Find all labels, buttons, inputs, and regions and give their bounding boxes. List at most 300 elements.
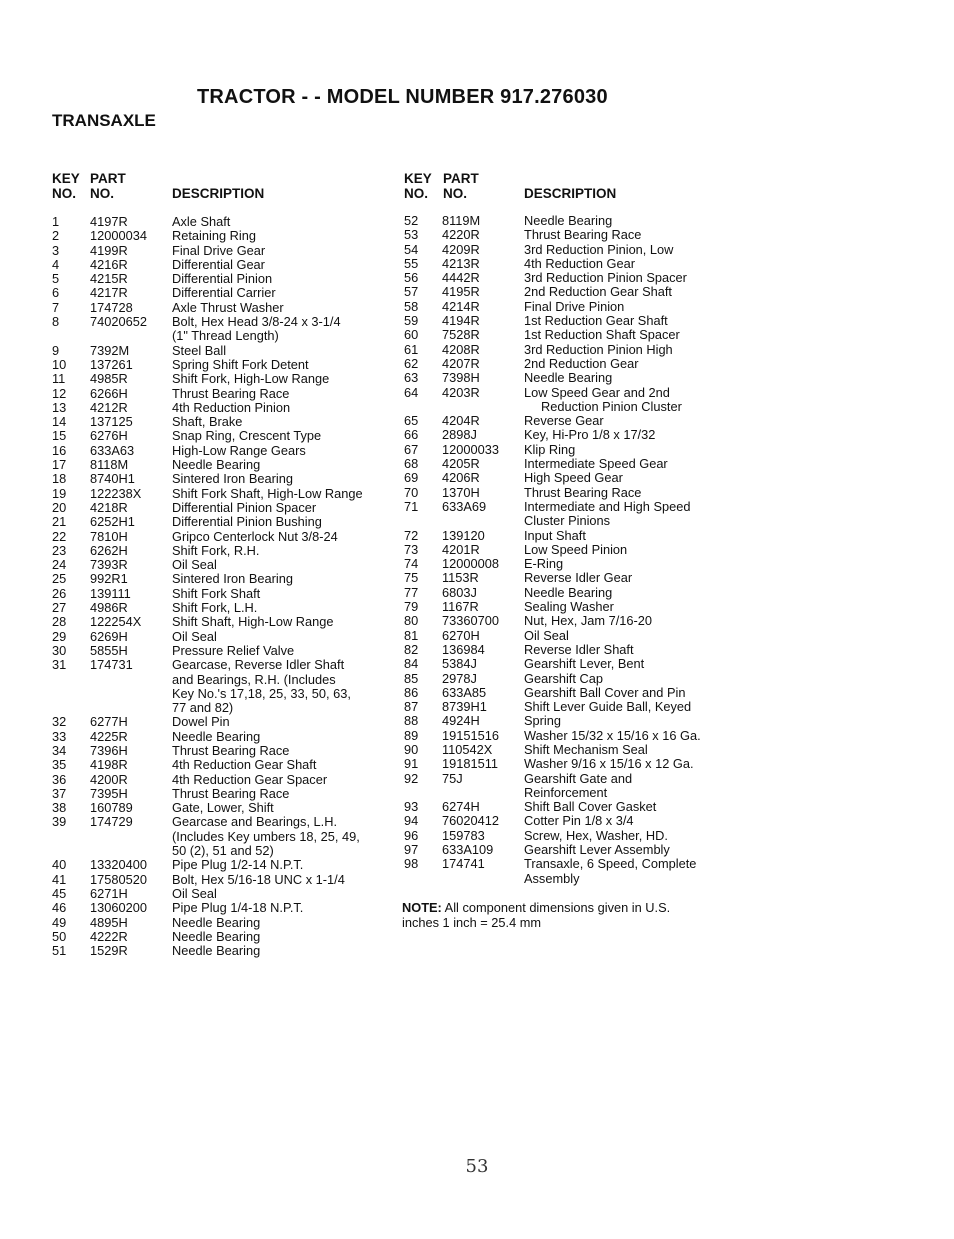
description: Pipe Plug 1/2-14 N.P.T. — [172, 857, 304, 873]
description: Intermediate Speed Gear — [524, 456, 668, 472]
part-number: 7396H — [90, 742, 128, 758]
part-number: 4201R — [442, 541, 480, 557]
description: Washer 9/16 x 15/16 x 12 Ga. — [524, 756, 694, 772]
parts-list-right — [404, 214, 734, 886]
part-number: 1529R — [90, 943, 128, 959]
part-number: 4225R — [90, 728, 128, 744]
description: Nut, Hex, Jam 7/16-20 — [524, 613, 653, 629]
key-number: 38 — [52, 800, 67, 816]
part-number: 7395H — [90, 785, 128, 801]
part-number: 4442R — [442, 270, 480, 286]
description: 2nd Reduction Gear Shaft — [524, 284, 672, 300]
description: Differential Pinion Spacer — [172, 499, 317, 515]
part-number: 7398H — [442, 370, 480, 386]
part-number: 12000008 — [442, 556, 499, 572]
key-number: 32 — [52, 714, 67, 730]
table-row — [52, 630, 392, 644]
part-number: 12000034 — [90, 228, 147, 244]
key-number: 71 — [404, 498, 419, 514]
table-row — [404, 729, 734, 743]
key-number: 51 — [52, 943, 67, 959]
table-row — [404, 700, 734, 714]
table-row — [52, 787, 392, 801]
key-number: 88 — [404, 713, 419, 729]
key-number: 55 — [404, 255, 419, 271]
description: Gearshift Ball Cover and Pin — [524, 684, 686, 700]
table-row — [52, 815, 392, 829]
part-number: 6803J — [442, 584, 477, 600]
key-number: 25 — [52, 571, 67, 587]
description: Pressure Relief Valve — [172, 642, 295, 658]
description: Shift Ball Cover Gasket — [524, 799, 657, 815]
table-row — [52, 944, 392, 958]
key-number: 67 — [404, 441, 419, 457]
part-number: 5384J — [442, 656, 477, 672]
description: Oil Seal — [172, 557, 217, 573]
key-number: 53 — [404, 227, 419, 243]
table-row — [52, 901, 392, 915]
key-number: 20 — [52, 499, 67, 515]
table-row — [404, 300, 734, 314]
part-number: 4218R — [90, 499, 128, 515]
key-number: 35 — [52, 757, 67, 773]
table-row — [52, 301, 392, 315]
part-number: 4207R — [442, 355, 480, 371]
table-row — [404, 829, 734, 843]
section-title: TRANSAXLE — [52, 111, 156, 130]
description: Washer 15/32 x 15/16 x 16 Ga. — [524, 727, 701, 743]
table-row — [404, 443, 734, 457]
key-number: 80 — [404, 613, 419, 629]
table-row — [52, 544, 392, 558]
description: Shift Fork Shaft — [172, 585, 261, 601]
description: Bolt, Hex Head 3/8-24 x 3-1/4 — [172, 314, 341, 330]
description: Cluster Pinions — [524, 513, 611, 529]
description: Intermediate and High Speed — [524, 498, 691, 514]
note — [402, 901, 722, 930]
key-number: 30 — [52, 642, 67, 658]
part-number: 4214R — [442, 298, 480, 314]
key-number: 73 — [404, 541, 419, 557]
table-row — [404, 800, 734, 814]
description: Shaft, Brake — [172, 414, 243, 430]
table-row — [52, 258, 392, 272]
description: Differential Pinion — [172, 271, 273, 287]
table-row — [404, 614, 734, 628]
description: Klip Ring — [524, 441, 576, 457]
parts-list-left — [52, 215, 392, 958]
key-number: 12 — [52, 385, 67, 401]
part-number: 6277H — [90, 714, 128, 730]
description: Final Drive Gear — [172, 242, 266, 258]
key-number: 89 — [404, 727, 419, 743]
key-number: 19 — [52, 485, 67, 501]
key-number: 74 — [404, 556, 419, 572]
description: Reduction Pinion Cluster — [541, 398, 682, 414]
key-number: 81 — [404, 627, 419, 643]
description: 3rd Reduction Pinion High — [524, 341, 673, 357]
key-number: 49 — [52, 914, 67, 930]
description: (1" Thread Length) — [172, 328, 279, 344]
description: Low Speed Pinion — [524, 541, 628, 557]
description: Needle Bearing — [524, 213, 613, 228]
part-number: 4209R — [442, 241, 480, 257]
description: Needle Bearing — [172, 914, 261, 930]
key-number: 61 — [404, 341, 419, 357]
key-number: 37 — [52, 785, 67, 801]
part-number: 4215R — [90, 271, 128, 287]
table-row — [52, 601, 392, 615]
key-number: 16 — [52, 442, 67, 458]
part-number: 159783 — [442, 827, 485, 843]
part-number: 6252H1 — [90, 514, 135, 530]
description: 4th Reduction Gear Spacer — [172, 771, 328, 787]
table-row — [52, 773, 392, 787]
description: Shift Fork, R.H. — [172, 542, 260, 558]
table-row — [52, 715, 392, 729]
table-row — [52, 358, 392, 372]
description: Thrust Bearing Race — [524, 484, 642, 500]
part-number: 4208R — [442, 341, 480, 357]
table-row — [404, 400, 734, 414]
part-number: 160789 — [90, 800, 133, 816]
key-number: 77 — [404, 584, 419, 600]
table-row — [404, 786, 734, 800]
description: Shift Fork, L.H. — [172, 600, 258, 616]
table-row — [52, 472, 392, 486]
part-number: 7528R — [442, 327, 480, 343]
part-number: 633A63 — [90, 442, 135, 458]
key-number: 82 — [404, 641, 419, 657]
part-number: 4206R — [442, 470, 480, 486]
part-number: 4924H — [442, 713, 480, 729]
table-row — [404, 314, 734, 328]
table-row — [404, 743, 734, 757]
table-row — [404, 500, 734, 514]
table-row — [404, 686, 734, 700]
part-number: 633A85 — [442, 684, 487, 700]
table-row — [404, 285, 734, 299]
part-number: 4985R — [90, 371, 128, 387]
table-row — [52, 572, 392, 586]
part-number: 6271H — [90, 885, 128, 901]
key-number: 28 — [52, 614, 67, 630]
key-number: 8 — [52, 314, 60, 330]
key-number: 15 — [52, 428, 67, 444]
page-number: 53 — [465, 1156, 489, 1177]
part-number: 7392M — [90, 342, 130, 358]
description: Key No.'s 17,18, 25, 33, 50, 63, — [172, 685, 351, 701]
table-row — [404, 271, 734, 285]
description: Thrust Bearing Race — [172, 742, 290, 758]
part-number: 174728 — [90, 299, 133, 315]
description: Needle Bearing — [524, 584, 613, 600]
table-row — [52, 644, 392, 658]
table-row — [52, 701, 392, 715]
description: Sintered Iron Bearing — [172, 471, 293, 487]
key-number: 94 — [404, 813, 419, 829]
key-number: 86 — [404, 684, 419, 700]
table-row — [404, 414, 734, 428]
description: Reinforcement — [524, 784, 608, 800]
description: Differential Gear — [172, 256, 265, 272]
table-row — [404, 571, 734, 585]
key-number: 59 — [404, 313, 419, 329]
table-row — [404, 386, 734, 400]
table-row — [52, 444, 392, 458]
table-row — [404, 343, 734, 357]
key-number: 9 — [52, 342, 60, 358]
description: Pipe Plug 1/4-18 N.P.T. — [172, 900, 304, 916]
key-number: 11 — [52, 371, 66, 387]
part-number: 7393R — [90, 557, 128, 573]
part-number: 139111 — [90, 585, 131, 601]
description: Cotter Pin 1/8 x 3/4 — [524, 813, 634, 829]
key-number: 87 — [404, 699, 419, 715]
table-row — [52, 244, 392, 258]
table-row — [52, 687, 392, 701]
description: Gearshift Lever Assembly — [524, 842, 670, 858]
description: Differential Carrier — [172, 285, 276, 301]
table-row — [52, 858, 392, 872]
table-row — [52, 587, 392, 601]
key-number: 70 — [404, 484, 419, 500]
key-number: 46 — [52, 900, 67, 916]
key-number: 56 — [404, 270, 419, 286]
key-number: 10 — [52, 356, 67, 372]
description: Axle Shaft — [172, 214, 231, 229]
table-row — [52, 344, 392, 358]
description: Shift Lever Guide Ball, Keyed — [524, 699, 692, 715]
table-row — [52, 387, 392, 401]
table-row — [404, 214, 734, 228]
part-number: 4216R — [90, 256, 128, 272]
part-number: 4986R — [90, 600, 128, 616]
description: Axle Thrust Washer — [172, 299, 284, 315]
key-number: 22 — [52, 528, 67, 544]
description: and Bearings, R.H. (Includes — [172, 671, 336, 687]
key-number: 6 — [52, 285, 60, 301]
table-row — [52, 272, 392, 286]
table-row — [52, 401, 392, 415]
table-row — [404, 471, 734, 485]
part-number: 7810H — [90, 528, 128, 544]
description: Thrust Bearing Race — [524, 227, 642, 243]
key-number: 98 — [404, 856, 419, 872]
description: Final Drive Pinion — [524, 298, 625, 314]
table-row — [52, 501, 392, 515]
key-number: 57 — [404, 284, 419, 300]
description: High-Low Range Gears — [172, 442, 306, 458]
table-row — [404, 557, 734, 571]
key-number: 17 — [52, 457, 67, 473]
table-row — [404, 872, 734, 886]
key-number: 50 — [52, 928, 67, 944]
key-number: 52 — [404, 213, 419, 228]
note-label: NOTE: — [402, 900, 442, 915]
table-row — [52, 315, 392, 329]
description: Sealing Washer — [524, 599, 614, 615]
part-number: 992R1 — [90, 571, 128, 587]
key-number: 97 — [404, 842, 419, 858]
key-number: 5 — [52, 271, 60, 287]
part-number: 4194R — [442, 313, 480, 329]
key-number: 31 — [52, 657, 67, 673]
key-number: 41 — [52, 871, 67, 887]
part-number: 174729 — [90, 814, 133, 830]
note-line1: All component dimensions given in U.S. — [444, 900, 671, 915]
description: Gripco Centerlock Nut 3/8-24 — [172, 528, 338, 544]
part-number: 4212R — [90, 399, 128, 415]
key-number: 4 — [52, 256, 60, 272]
part-number: 76020412 — [442, 813, 499, 829]
table-row — [52, 844, 392, 858]
key-number: 34 — [52, 742, 67, 758]
table-row — [52, 515, 392, 529]
table-row — [52, 930, 392, 944]
table-row — [52, 229, 392, 243]
description: Oil Seal — [172, 885, 217, 901]
description: Gearcase, Reverse Idler Shaft — [172, 657, 345, 673]
key-number: 40 — [52, 857, 67, 873]
part-number: 6276H — [90, 428, 128, 444]
part-number: 4203R — [442, 384, 480, 400]
table-row — [52, 429, 392, 443]
description: Oil Seal — [524, 627, 569, 643]
table-row — [52, 286, 392, 300]
key-number: 27 — [52, 600, 67, 616]
description: Dowel Pin — [172, 714, 230, 730]
table-row — [404, 657, 734, 671]
key-number: 69 — [404, 470, 419, 486]
key-number: 39 — [52, 814, 67, 830]
key-number: 3 — [52, 242, 60, 258]
key-number: 58 — [404, 298, 419, 314]
description: Input Shaft — [524, 527, 586, 543]
part-number: 12000033 — [442, 441, 499, 457]
key-number: 64 — [404, 384, 419, 400]
part-number: 633A69 — [442, 498, 487, 514]
description: High Speed Gear — [524, 470, 623, 486]
part-number: 137125 — [90, 414, 133, 430]
key-number: 14 — [52, 414, 67, 430]
description: Needle Bearing — [172, 728, 261, 744]
description: Thrust Bearing Race — [172, 785, 290, 801]
key-number: 18 — [52, 471, 67, 487]
table-row — [52, 487, 392, 501]
part-number: 19151516 — [442, 727, 499, 743]
description: (Includes Key umbers 18, 25, 49, — [172, 828, 360, 844]
description: Needle Bearing — [172, 943, 261, 959]
part-number: 8119M — [442, 213, 481, 228]
description: Reverse Gear — [524, 413, 604, 429]
note-line2: inches 1 inch = 25.4 mm — [402, 914, 542, 930]
part-number: 4199R — [90, 242, 128, 258]
part-number: 137261 — [90, 356, 133, 372]
table-row — [404, 586, 734, 600]
description: Gearcase and Bearings, L.H. — [172, 814, 338, 830]
part-number: 1167R — [442, 599, 479, 615]
description: Gearshift Lever, Bent — [524, 656, 645, 672]
description: Snap Ring, Crescent Type — [172, 428, 322, 444]
description-header-right: DESCRIPTION — [524, 186, 617, 201]
table-row — [404, 857, 734, 871]
table-row — [404, 514, 734, 528]
description: Oil Seal — [172, 628, 217, 644]
part-number: 633A109 — [442, 842, 494, 858]
table-row — [404, 843, 734, 857]
table-row — [52, 530, 392, 544]
part-number: 19181511 — [442, 756, 498, 772]
description: 4th Reduction Gear Shaft — [172, 757, 317, 773]
table-row — [52, 830, 392, 844]
description: Transaxle, 6 Speed, Complete — [524, 856, 697, 872]
description: Needle Bearing — [172, 457, 261, 473]
part-number: 4222R — [90, 928, 128, 944]
description-header: DESCRIPTION — [172, 186, 265, 201]
description: Assembly — [524, 870, 580, 886]
part-number: 74020652 — [90, 314, 147, 330]
table-row — [404, 600, 734, 614]
key-number: 91 — [404, 756, 419, 772]
key-number: 33 — [52, 728, 67, 744]
part-number: 4895H — [90, 914, 128, 930]
part-number: 122238X — [90, 485, 142, 501]
table-row — [404, 457, 734, 471]
part-number: 6274H — [442, 799, 480, 815]
table-row — [52, 658, 392, 672]
part-no-header: PART NO. — [90, 171, 126, 201]
table-row — [52, 415, 392, 429]
description: Spring Shift Fork Detent — [172, 356, 309, 372]
part-number: 4220R — [442, 227, 480, 243]
part-number: 5855H — [90, 642, 128, 658]
part-number: 4217R — [90, 285, 128, 301]
table-row — [404, 257, 734, 271]
table-row — [52, 329, 392, 343]
key-number: 13 — [52, 399, 67, 415]
table-row — [404, 672, 734, 686]
key-number: 2 — [52, 228, 60, 244]
table-row — [52, 758, 392, 772]
table-row — [404, 486, 734, 500]
description: Needle Bearing — [172, 928, 261, 944]
part-number: 17580520 — [90, 871, 147, 887]
description: Shift Mechanism Seal — [524, 741, 648, 757]
key-number: 21 — [52, 514, 67, 530]
table-row — [404, 714, 734, 728]
description: Shift Shaft, High-Low Range — [172, 614, 334, 630]
key-number: 26 — [52, 585, 67, 601]
description: 4th Reduction Pinion — [172, 399, 291, 415]
description: 4th Reduction Gear — [524, 255, 635, 271]
part-number: 6266H — [90, 385, 128, 401]
key-number: 79 — [404, 599, 419, 615]
key-number: 29 — [52, 628, 67, 644]
table-row — [52, 744, 392, 758]
part-number: 110542X — [442, 741, 493, 757]
description: Low Speed Gear and 2nd — [524, 384, 670, 400]
key-no-header: KEY NO. — [52, 171, 80, 201]
part-number: 75J — [442, 770, 463, 786]
part-number: 4213R — [442, 255, 480, 271]
description: Differential Pinion Bushing — [172, 514, 322, 530]
part-number: 4204R — [442, 413, 480, 429]
key-number: 60 — [404, 327, 419, 343]
key-no-header-right: KEY NO. — [404, 171, 432, 201]
key-number: 66 — [404, 427, 419, 443]
description: 77 and 82) — [172, 700, 234, 716]
